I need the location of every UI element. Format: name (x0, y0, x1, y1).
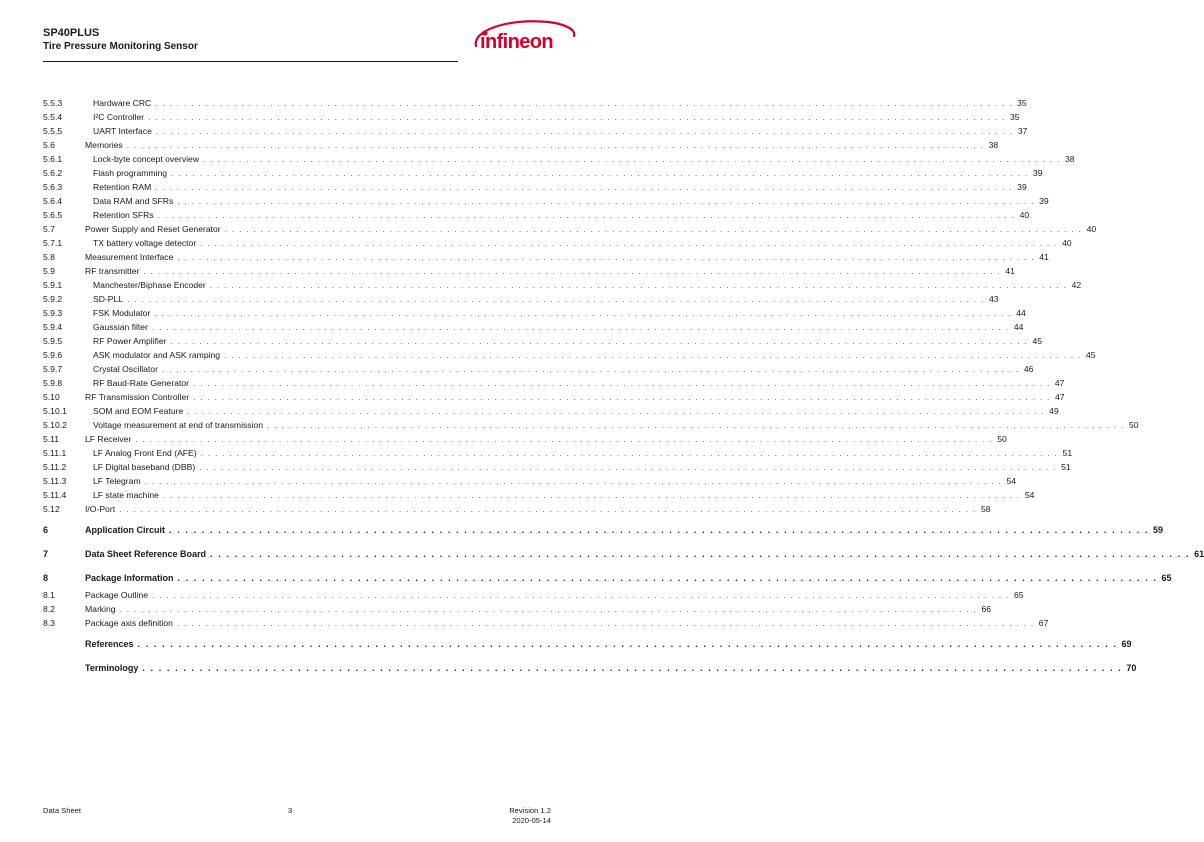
toc-entry-number: 5.9.7 (43, 364, 63, 374)
toc-entry[interactable] (43, 292, 999, 306)
toc-entry-page: 42 (1071, 280, 1082, 290)
toc-entry-number: 8.3 (43, 618, 55, 628)
toc-leader-dots: . . . . . . . . . . . . . . . . . . . . . . . . . . . . . . . . . . . . . . . . . . . . . . . . . . . . . . . . . . . . . . . . . . . . . . . . . . . . . . . . . . . . . . . . . . . . . . . . . . . . . . . . . . . . . . . . . . . . . . . . (224, 350, 1082, 360)
toc-entry[interactable] (43, 446, 1073, 460)
toc-entry-page: 40 (1062, 238, 1072, 248)
toc-entry-page: 49 (1049, 406, 1059, 416)
toc-leader-dots: . . . . . . . . . . . . . . . . . . . . . . . . . . . . . . . . . . . . . . . . . . . . . . . . . . . . . . . . . . . . . . . . . . . . . . . . . . . . . . . . . . . . . . . . . . . . . . . . . . . . . . . . . . . . . . . . . . . . . . . . (177, 196, 1035, 206)
toc-entry-number: 8 (43, 573, 49, 583)
toc-entry-title: Memories (85, 140, 123, 150)
toc-leader-dots: . . . . . . . . . . . . . . . . . . . . . . . . . . . . . . . . . . . . . . . . . . . . . . . . . . . . . . . . . . . . . . . . . . . . . . . . . . . . . . . . . . . . . . . . . . . . . . . . . . . . . . . . . . . . . . . . . . . . . . . . (162, 490, 1021, 500)
toc-leader-dots: . . . . . . . . . . . . . . . . . . . . . . . . . . . . . . . . . . . . . . . . . . . . . . . . . . . . . . . . . . . . . . . . . . . . . . . . . . . . . . . . . . . . . . . . . . . . . . . . . . . . . . . . . . . . . . . . . . . . . . . . (224, 224, 1083, 234)
toc-entry-title: Marking (85, 604, 116, 614)
toc-entry[interactable] (43, 180, 1027, 194)
toc-entry[interactable] (43, 362, 1034, 376)
toc-entry-title: RF Baud-Rate Generator (93, 378, 190, 388)
toc-entry[interactable] (43, 236, 1072, 250)
toc-leader-dots: . . . . . . . . . . . . . . . . . . . . . . . . . . . . . . . . . . . . . . . . . . . . . . . . . . . . . . . . . . . . . . . . . . . . . . . . . . . . . . . . . . . . . . . . . . . . . . . . . . . . . . . . . . . . . . . . . . . . . . . . (171, 168, 1029, 178)
toc-entry[interactable] (43, 616, 1049, 630)
toc-entry-page: 51 (1061, 462, 1071, 472)
toc-entry-number: 5.5.5 (43, 126, 63, 136)
page-header (43, 27, 198, 54)
toc-entry-title: Flash programming (93, 168, 168, 178)
toc-leader-dots: . . . . . . . . . . . . . . . . . . . . . . . . . . . . . . . . . . . . . . . . . . . . . . . . . . . . . . . . . . . . . . . . . . . . . . . . . . . . . . . . . . . . . . . . . . . . . . . . . . . . . . . . . . . . . . . . . . . . . . . . (193, 378, 1051, 388)
toc-leader-dots: . . . . . . . . . . . . . . . . . . . . . . . . . . . . . . . . . . . . . . . . . . . . . . . . . . . . . . . . . . . . . . . . . . . . . . . . . . . . . . . . . . . . . . . . . . . . . . . . . . . . . . . . . . . . . . . . . . . . . . . . (155, 98, 1013, 108)
toc-entry-title: Package Information (85, 573, 174, 583)
toc-entry-title: SOM and EOM Feature (93, 406, 184, 416)
toc-entry-title: LF Digital baseband (DBB) (93, 462, 196, 472)
toc-entry-title: TX battery voltage detector (93, 238, 197, 248)
toc-leader-dots: . . . . . . . . . . . . . . . . . . . . . . . . . . . . . . . . . . . . . . . . . . . . . . . . . . . . . . . . . . . . . . . . . . . . . . . . . . . . . . . . . . . . . . . . . . . . . . . . . . . . . . . . . . . . . . . . . . . . . . . . (155, 126, 1014, 136)
toc-entry-title: I/O-Port (85, 504, 116, 514)
toc-entry-page: 65 (1161, 573, 1172, 583)
toc-entry-page: 51 (1062, 448, 1073, 458)
toc-entry-page: 44 (1016, 308, 1026, 318)
toc-entry-number: 5.9.6 (43, 350, 63, 360)
toc-entry-page: 70 (1126, 663, 1137, 673)
toc-entry-number: 6 (43, 525, 49, 535)
toc-entry-page: 58 (980, 504, 991, 514)
toc-entry-page: 35 (1017, 98, 1027, 108)
infineon-logo (470, 16, 580, 62)
toc-entry[interactable] (43, 194, 1049, 208)
toc-entry-page: 38 (988, 140, 999, 150)
toc-entry-title: RF transmitter (85, 266, 140, 276)
toc-entry-page: 41 (1005, 266, 1015, 276)
toc-entry-page: 61 (1194, 549, 1204, 559)
toc-entry[interactable] (43, 432, 1007, 446)
toc-entry-title: I²C Controller (93, 112, 145, 122)
toc-leader-dots: . . . . . . . . . . . . . . . . . . . . . . . . . . . . . . . . . . . . . . . . . . . . . . . . . . . . . . . . . . . . . . . . . . . . . . . . . . . . . . . . . . . . . . . . . . . . . . . . . . . . . . . . . . . . . . . . . . . . . . . . (126, 140, 985, 150)
toc-entry-page: 50 (1128, 420, 1139, 430)
toc-entry-title: Manchester/Biphase Encoder (93, 280, 206, 290)
toc-entry-page: 54 (1024, 490, 1035, 500)
toc-entry-title: LF Receiver (85, 434, 132, 444)
toc-entry-title: ASK modulator and ASK ramping (93, 350, 221, 360)
toc-leader-dots: . . . . . . . . . . . . . . . . . . . . . . . . . . . . . . . . . . . . . . . . . . . . . . . . . . . . . . . . . . . . . . . . . . . . . . . . . . . . . . . . . . . . . . . . . . . . . . . . . . . . . . . . . . . . . . . . . . . . . . . . (143, 266, 1001, 276)
toc-entry[interactable] (43, 166, 1043, 180)
toc-leader-dots: . . . . . . . . . . . . . . . . . . . . . . . . . . . . . . . . . . . . . . . . . . . . . . . . . . . . . . . . . . . . . . . . . . . . . . . . . . . . . . . . . . . . . . . . . . . . . . . . . . . . . . . . . . . . . . . . . . . . . . . . (200, 448, 1059, 458)
toc-entry[interactable] (43, 521, 1164, 540)
toc-entry[interactable] (43, 418, 1139, 432)
toc-entry[interactable] (43, 306, 1026, 320)
toc-entry-page: 39 (1039, 196, 1049, 206)
toc-entry-number: 5.5.4 (43, 112, 63, 122)
toc-entry-number: 5.9.3 (43, 308, 63, 318)
toc-entry-page: 41 (1039, 252, 1049, 262)
toc-leader-dots: . . . . . . . . . . . . . . . . . . . . . . . . . . . . . . . . . . . . . . . . . . . . . . . . . . . . . . . . . . . . . . . . . . . . . . . . . . . . . . . . . . . . . . . . . . . . . . . . . . . . . . . . . . . . . . . . . . . . . . . . (144, 476, 1003, 486)
toc-leader-dots: . . . . . . . . . . . . . . . . . . . . . . . . . . . . . . . . . . . . . . . . . . . . . . . . . . . . . . . . . . . . . . . . . . . . . . . . . . . . . . . . . . . . . . . . . . . . . . . . . . . . . . . . . . . . . . . . . . . . . . . . (154, 308, 1012, 318)
toc-entry[interactable] (43, 208, 1030, 222)
footer-page-number: 3 (288, 806, 293, 815)
toc-entry[interactable] (43, 569, 1172, 588)
toc-entry[interactable] (43, 545, 1204, 564)
toc-entry-number: 5.6 (43, 140, 55, 150)
toc-entry-page: 47 (1055, 392, 1065, 402)
toc-entry-number: 5.9.5 (43, 336, 63, 346)
toc-entry-title: Retention RAM (93, 182, 152, 192)
toc-leader-dots: . . . . . . . . . . . . . . . . . . . . . . . . . . . . . . . . . . . . . . . . . . . . . . . . . . . . . . . . . . . . . . . . . . . . . . . . . . . . . . . . . . . . . . . . . . . . . . . . . . . . . . . . . . . . . . . . . . . . . . . . (200, 238, 1058, 248)
toc-entry[interactable] (43, 334, 1042, 348)
toc-entry-page: 45 (1032, 336, 1042, 346)
toc-entry[interactable] (43, 659, 1137, 678)
toc-entry[interactable] (43, 404, 1059, 418)
toc-entry-page: 59 (1153, 525, 1164, 535)
toc-entry[interactable] (43, 138, 999, 152)
toc-entry[interactable] (43, 588, 1024, 602)
toc-entry-title: Crystal Oscillator (93, 364, 158, 374)
toc-entry-number: 5.11.4 (43, 490, 67, 500)
toc-entry[interactable] (43, 474, 1017, 488)
toc-entry-number: 5.6.3 (43, 182, 63, 192)
toc-entry[interactable] (43, 460, 1071, 474)
toc-leader-dots: . . . . . . . . . . . . . . . . . . . . . . . . . . . . . . . . . . . . . . . . . . . . . . . . . . . . . . . . . . . . . . . . . . . . . . . . . . . . . . . . . . . . . . . . . . . . . . . . . . . . . . . . . . . . . . . . . . . . . . . . (176, 618, 1035, 628)
toc-entry-number: 8.1 (43, 590, 55, 600)
toc-entry[interactable] (43, 124, 1028, 138)
toc-entry-page: 40 (1086, 224, 1097, 234)
toc-entry-title: LF Analog Front End (AFE) (93, 448, 197, 458)
toc-entry[interactable] (43, 222, 1097, 236)
toc-entry-title: RF Power Amplifier (93, 336, 167, 346)
toc-entry-page: 39 (1017, 182, 1027, 192)
toc-entry-title: LF Telegram (93, 476, 141, 486)
logo-wordmark: infineon (480, 31, 553, 53)
toc-entry-page: 50 (997, 434, 1007, 444)
toc-entry-number: 5.9 (43, 266, 55, 276)
toc-entry-title: Gaussian filter (93, 322, 148, 332)
toc-leader-dots: . . . . . . . . . . . . . . . . . . . . . . . . . . . . . . . . . . . . . . . . . . . . . . . . . . . . . . . . . . . . . . . . . . . . . . . . . . . . . . . . . . . . . . . . . . . . . . . . . . . . . . . . . . . . . . . . . . . . . . . . (161, 364, 1020, 374)
toc-entry-title: SD-PLL (93, 294, 124, 304)
toc-entry-number: 5.6.1 (43, 154, 63, 164)
toc-entry[interactable] (43, 635, 1132, 654)
toc-leader-dots: . . . . . . . . . . . . . . . . . . . . . . . . . . . . . . . . . . . . . . . . . . . . . . . . . . . . . . . . . . . . . . . . . . . . . . . . . . . . . . . . . . . . . . . . . . . . . . . . . . . . . . . . . . . . . . . . . . . . . . . . (135, 434, 993, 444)
toc-entry[interactable] (43, 488, 1035, 502)
toc-entry-number: 5.10 (43, 392, 60, 402)
toc-entry[interactable] (43, 390, 1065, 404)
document-title: SP40PLUS (43, 27, 100, 39)
toc-entry-title: Package axis definition (85, 618, 173, 628)
toc-leader-dots: . . . . . . . . . . . . . . . . . . . . . . . . . . . . . . . . . . . . . . . . . . . . . . . . . . . . . . . . . . . . . . . . . . . . . . . . . . . . . . . . . . . . . . . . . . . . . . . . . . . . . . . . . . . . . . . . . . . . . . . . (170, 336, 1028, 346)
toc-entry-title: Measurement Interface (85, 252, 174, 262)
toc-leader-dots: . . . . . . . . . . . . . . . . . . . . . . . . . . . . . . . . . . . . . . . . . . . . . . . . . . . . . . . . . . . . . . . . . . . . . . . . . . . . . . . . . . . . . . . . . . . . . . . . . . . . . . . . . . . . . . . . . . . . . . . . (209, 280, 1068, 290)
toc-entry-page: 45 (1085, 350, 1096, 360)
toc-entry-number: 5.10.2 (43, 420, 67, 430)
toc-entry-title: Hardware CRC (93, 98, 152, 108)
toc-entry-title: Package Outline (85, 590, 149, 600)
toc-entry[interactable] (43, 110, 1020, 124)
toc-leader-dots: . . . . . . . . . . . . . . . . . . . . . . . . . . . . . . . . . . . . . . . . . . . . . . . . . . . . . . . . . . . . . . . . . . . . . . . . . . . . . . . . . . . . . . . . . . . . . . . . . . . . . . . . . . . . . . . . . . . . . . . . (151, 322, 1010, 332)
toc-entry[interactable] (43, 320, 1024, 334)
toc-leader-dots: . . . . . . . . . . . . . . . . . . . . . . . . . . . . . . . . . . . . . . . . . . . . . . . . . . . . . . . . . . . . . . . . . . . . . . . . . . . . . . . . . . . . . . . . . . . . . . . . . . . . . . . . . . . . . . . . . . . . . . . . (177, 573, 1158, 583)
toc-leader-dots: . . . . . . . . . . . . . . . . . . . . . . . . . . . . . . . . . . . . . . . . . . . . . . . . . . . . . . . . . . . . . . . . . . . . . . . . . . . . . . . . . . . . . . . . . . . . . . . . . . . . . . . . . . . . . . . . . . . . . . . . (148, 112, 1006, 122)
toc-leader-dots: . . . . . . . . . . . . . . . . . . . . . . . . . . . . . . . . . . . . . . . . . . . . . . . . . . . . . . . . . . . . . . . . . . . . . . . . . . . . . . . . . . . . . . . . . . . . . . . . . . . . . . . . . . . . . . . . . . . . . . . . (152, 590, 1010, 600)
toc-entry[interactable] (43, 502, 991, 516)
toc-entry[interactable] (43, 96, 1027, 110)
toc-entry-number: 5.6.5 (43, 210, 63, 220)
footer-revision-block (509, 806, 551, 826)
toc-leader-dots: . . . . . . . . . . . . . . . . . . . . . . . . . . . . . . . . . . . . . . . . . . . . . . . . . . . . . . . . . . . . . . . . . . . . . . . . . . . . . . . . . . . . . . . . . . . . . . . . . . . . . . . . . . . . . . . . . . . . . . . . (203, 154, 1061, 164)
toc-entry-number: 5.6.4 (43, 196, 63, 206)
footer-doc-type: Data Sheet (43, 806, 81, 815)
toc-entry-number: 5.11.3 (43, 476, 67, 486)
toc-entry-number: 5.11.2 (43, 462, 67, 472)
toc-leader-dots: . . . . . . . . . . . . . . . . . . . . . . . . . . . . . . . . . . . . . . . . . . . . . . . . . . . . . . . . . . . . . . . . . . . . . . . . . . . . . . . . . . . . . . . . . . . . . . . . . . . . . . . . . . . . . . . . . . . . . . . . (142, 663, 1123, 673)
toc-entry-number: 5.7 (43, 224, 55, 234)
toc-entry-page: 54 (1006, 476, 1017, 486)
toc-entry-page: 44 (1013, 322, 1024, 332)
toc-leader-dots: . . . . . . . . . . . . . . . . . . . . . . . . . . . . . . . . . . . . . . . . . . . . . . . . . . . . . . . . . . . . . . . . . . . . . . . . . . . . . . . . . . . . . . . . . . . . . . . . . . . . . . . . . . . . . . . . . . . . . . . . (137, 639, 1118, 649)
toc-leader-dots: . . . . . . . . . . . . . . . . . . . . . . . . . . . . . . . . . . . . . . . . . . . . . . . . . . . . . . . . . . . . . . . . . . . . . . . . . . . . . . . . . . . . . . . . . . . . . . . . . . . . . . . . . . . . . . . . . . . . . . . . (127, 294, 985, 304)
toc-entry-page: 43 (988, 294, 999, 304)
toc-entry-number: 5.8 (43, 252, 55, 262)
toc-entry-title: Data RAM and SFRs (93, 196, 174, 206)
toc-entry-title: Terminology (85, 663, 139, 673)
toc-entry-page: 46 (1023, 364, 1034, 374)
toc-entry-page: 69 (1121, 639, 1132, 649)
toc-leader-dots: . . . . . . . . . . . . . . . . . . . . . . . . . . . . . . . . . . . . . . . . . . . . . . . . . . . . . . . . . . . . . . . . . . . . . . . . . . . . . . . . . . . . . . . . . . . . . . . . . . . . . . . . . . . . . . . . . . . . . . . . (210, 549, 1191, 559)
toc-entry[interactable] (43, 376, 1065, 390)
toc-leader-dots: . . . . . . . . . . . . . . . . . . . . . . . . . . . . . . . . . . . . . . . . . . . . . . . . . . . . . . . . . . . . . . . . . . . . . . . . . . . . . . . . . . . . . . . . . . . . . . . . . . . . . . . . . . . . . . . . . . . . . . . . (119, 604, 978, 614)
toc-leader-dots: . . . . . . . . . . . . . . . . . . . . . . . . . . . . . . . . . . . . . . . . . . . . . . . . . . . . . . . . . . . . . . . . . . . . . . . . . . . . . . . . . . . . . . . . . . . . . . . . . . . . . . . . . . . . . . . . . . . . . . . . (155, 182, 1013, 192)
toc-leader-dots: . . . . . . . . . . . . . . . . . . . . . . . . . . . . . . . . . . . . . . . . . . . . . . . . . . . . . . . . . . . . . . . . . . . . . . . . . . . . . . . . . . . . . . . . . . . . . . . . . . . . . . . . . . . . . . . . . . . . . . . . (157, 210, 1016, 220)
toc-entry[interactable] (43, 250, 1049, 264)
toc-entry-page: 38 (1064, 154, 1075, 164)
toc-entry-page: 47 (1054, 378, 1065, 388)
toc-entry-number: 7 (43, 549, 49, 559)
toc-entry-page: 35 (1010, 112, 1020, 122)
toc-entry-page: 65 (1013, 590, 1024, 600)
toc-leader-dots: . . . . . . . . . . . . . . . . . . . . . . . . . . . . . . . . . . . . . . . . . . . . . . . . . . . . . . . . . . . . . . . . . . . . . . . . . . . . . . . . . . . . . . . . . . . . . . . . . . . . . . . . . . . . . . . . . . . . . . . . (199, 462, 1057, 472)
toc-entry-title: Power Supply and Reset Generator (85, 224, 221, 234)
toc-entry-page: 66 (981, 604, 992, 614)
toc-leader-dots: . . . . . . . . . . . . . . . . . . . . . . . . . . . . . . . . . . . . . . . . . . . . . . . . . . . . . . . . . . . . . . . . . . . . . . . . . . . . . . . . . . . . . . . . . . . . . . . . . . . . . . . . . . . . . . . . . . . . . . . . (267, 420, 1125, 430)
toc-entry-number: 5.9.2 (43, 294, 63, 304)
toc-entry-page: 67 (1038, 618, 1049, 628)
toc-entry-title: UART Interface (93, 126, 152, 136)
toc-entry-title: Retention SFRs (93, 210, 154, 220)
toc-leader-dots: . . . . . . . . . . . . . . . . . . . . . . . . . . . . . . . . . . . . . . . . . . . . . . . . . . . . . . . . . . . . . . . . . . . . . . . . . . . . . . . . . . . . . . . . . . . . . . . . . . . . . . . . . . . . . . . . . . . . . . . . (187, 406, 1045, 416)
toc-entry[interactable] (43, 152, 1075, 166)
header-divider (43, 61, 458, 62)
toc-entry-number: 5.6.2 (43, 168, 63, 178)
toc-entry-title: Data Sheet Reference Board (85, 549, 207, 559)
footer-revision: Revision 1.2 (509, 806, 551, 815)
toc-entry-title: References (85, 639, 134, 649)
toc-entry-title: Application Circuit (85, 525, 166, 535)
toc-entry-number: 8.2 (43, 604, 55, 614)
toc-entry[interactable] (43, 348, 1096, 362)
toc-entry-number: 5.9.1 (43, 280, 63, 290)
table-of-contents (43, 96, 1204, 678)
toc-entry-number: 5.9.8 (43, 378, 63, 388)
toc-leader-dots: . . . . . . . . . . . . . . . . . . . . . . . . . . . . . . . . . . . . . . . . . . . . . . . . . . . . . . . . . . . . . . . . . . . . . . . . . . . . . . . . . . . . . . . . . . . . . . . . . . . . . . . . . . . . . . . . . . . . . . . . (169, 525, 1150, 535)
toc-entry[interactable] (43, 264, 1015, 278)
toc-entry-title: FSK Modulator (93, 308, 151, 318)
toc-entry-number: 5.10.1 (43, 406, 67, 416)
toc-entry-number: 5.9.4 (43, 322, 63, 332)
toc-entry-page: 37 (1017, 126, 1028, 136)
toc-entry-page: 39 (1032, 168, 1043, 178)
toc-entry-number: 5.12 (43, 504, 60, 514)
toc-entry[interactable] (43, 602, 992, 616)
toc-entry-page: 40 (1019, 210, 1030, 220)
toc-entry-title: Lock-byte concept overview (93, 154, 200, 164)
toc-entry-title: Voltage measurement at end of transmission (93, 420, 264, 430)
footer-date: 2020-05-14 (512, 816, 551, 825)
toc-leader-dots: . . . . . . . . . . . . . . . . . . . . . . . . . . . . . . . . . . . . . . . . . . . . . . . . . . . . . . . . . . . . . . . . . . . . . . . . . . . . . . . . . . . . . . . . . . . . . . . . . . . . . . . . . . . . . . . . . . . . . . . . (119, 504, 977, 514)
toc-entry-number: 5.11 (43, 434, 60, 444)
toc-entry-number: 5.5.3 (43, 98, 63, 108)
toc-entry-title: LF state machine (93, 490, 159, 500)
toc-entry-number: 5.7.1 (43, 238, 63, 248)
toc-entry-title: RF Transmission Controller (85, 392, 190, 402)
toc-entry-number: 5.11.1 (43, 448, 67, 458)
document-subtitle: Tire Pressure Monitoring Sensor (43, 41, 198, 52)
toc-entry[interactable] (43, 278, 1082, 292)
toc-leader-dots: . . . . . . . . . . . . . . . . . . . . . . . . . . . . . . . . . . . . . . . . . . . . . . . . . . . . . . . . . . . . . . . . . . . . . . . . . . . . . . . . . . . . . . . . . . . . . . . . . . . . . . . . . . . . . . . . . . . . . . . . (193, 392, 1051, 402)
toc-leader-dots: . . . . . . . . . . . . . . . . . . . . . . . . . . . . . . . . . . . . . . . . . . . . . . . . . . . . . . . . . . . . . . . . . . . . . . . . . . . . . . . . . . . . . . . . . . . . . . . . . . . . . . . . . . . . . . . . . . . . . . . . (177, 252, 1035, 262)
